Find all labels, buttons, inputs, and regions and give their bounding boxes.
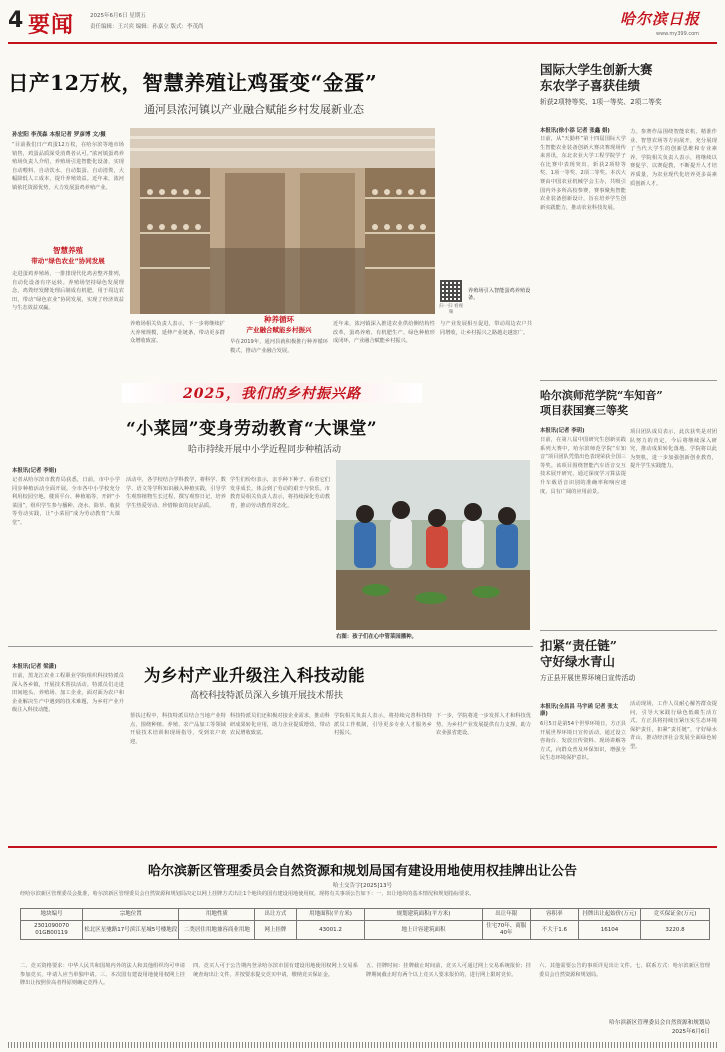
notice-th-start-price: 挂牌出让起始价(万元) bbox=[579, 909, 641, 921]
notice-th-plot-no: 地块编号 bbox=[21, 909, 83, 921]
notice-td-term: 住宅70年、商服40年 bbox=[482, 921, 530, 940]
right-story-3 bbox=[540, 638, 717, 682]
lead-byline: 孙宏阳 李茂森 本报记者 罗彦博 文/摄 bbox=[12, 132, 106, 138]
right-story-2-headline-2: 项目获国赛三等奖 bbox=[540, 404, 628, 417]
public-notice bbox=[8, 850, 717, 1046]
notice-th-land-use: 用地性质 bbox=[179, 909, 255, 921]
notice-th-floor-area: 规划建筑面积(平方米) bbox=[365, 909, 482, 921]
garden-subheadline: 哈市持续开展中小学近程同步种植活动 bbox=[188, 445, 342, 455]
garden-body-col3: 学生们纷纷表示，亲手种下种子、看着它们发芽成长，体会到了劳动的艰辛与快乐。市教育局相关负责人表示，将持续深化劳动教育，推动劳动教育常态化。 bbox=[230, 477, 330, 509]
garden-body-col1: 记者从哈尔滨市教育局获悉，日前，市中小学同步种植活动全面开展。全市各中小学校充分利用校园空地、楼顶平台、种植箱等，开辟“小菜园”，组织学生参与播种、浇水、除草、收获等劳动实践，让“小菜园”成为劳动教育“大课堂”。 bbox=[12, 477, 120, 526]
lead-body-col3: 早在2019年，通河县就积极推行种养循环模式，推动产业融合发展。 bbox=[230, 339, 328, 354]
lead-story bbox=[8, 48, 530, 378]
lead-subhead-1-detail: 带动“绿色农业”协同发展 bbox=[31, 257, 105, 265]
notice-td-location: 松北区星驰路17号滨江星城5号楼地段 bbox=[83, 921, 179, 940]
notice-footer-date: 2025年6月6日 bbox=[671, 1029, 710, 1035]
lead-body-col4: 近年来，浓河镇深入推进农业供给侧结构性改革，蛋鸡养殖、有机肥生产、绿色种植形成闭环，产业融合赋能乡村振兴。 bbox=[333, 321, 435, 345]
lead-subhead-2-detail: 产业融合赋能乡村振兴 bbox=[246, 326, 312, 334]
notice-td-land-use: 二类居住用地兼容商业用地 bbox=[179, 921, 255, 940]
lead-photo bbox=[130, 128, 435, 314]
notice-th-method: 出让方式 bbox=[255, 909, 296, 921]
garden-photo-caption: 右图：孩子们在心中管菜园播种。 bbox=[336, 634, 417, 640]
lead-body-col1b: 走进蛋鸡养殖场，一排排现代化鸡舍整齐排列，自动化设备有序运转。养殖场坚持绿色发展理念，鸡粪经发酵处理后制成有机肥，用于周边农田，带动“绿色农业”协同发展，实现了经济效益与生态效益双赢。 bbox=[12, 271, 124, 312]
masthead-rule bbox=[8, 42, 717, 44]
tech-byline: 本报讯(记者 梁潇) bbox=[12, 664, 57, 670]
lead-subheadline: 通河县浓河镇以产业融合赋能乡村发展新业态 bbox=[144, 103, 364, 116]
bottom-edge-strip bbox=[8, 1042, 717, 1048]
notice-td-area: 43001.2 bbox=[296, 921, 365, 940]
garden-headline: “小菜园”变身劳动教育“大课堂” bbox=[126, 419, 378, 439]
lead-subhead-1 bbox=[12, 245, 124, 265]
tech-body-col1: 日前，黑龙江农业工程职业学院组织科技特派员深入各乡镇，开展技术帮扶活动。特派员们走进田间地头、养殖场、加工企业，面对面为农户和企业解决生产中遇到的技术难题，为乡村产业升级注入科技动能。 bbox=[12, 673, 124, 714]
notice-td-deposit: 3220.8 bbox=[641, 921, 710, 940]
rural-revitalization-banner bbox=[122, 381, 422, 405]
right-story-3-body-a: 6月5日是第54个世界环境日，方正县开展世界环境日宣传活动，通过设立咨询台、发放宣传资料、现场讲解等方式，向群众普及环保知识，增强全民生态环境保护意识。 bbox=[540, 721, 626, 762]
right-story-1 bbox=[540, 62, 717, 106]
notice-td-plot-ratio: 不大于1.6 bbox=[530, 921, 578, 940]
notice-number: 哈土交告字[2025]13号 bbox=[332, 883, 393, 889]
notice-th-plot-ratio: 容积率 bbox=[530, 909, 578, 921]
right-story-1-body-a: 日前，从“天勤杯”第十四届国际大学生智能农业装备创新大赛决赛现场传来喜讯，东北农业大学工程学院学子在比赛中表现突出，斩获2项特等奖、1项一等奖、2项二等奖。本次大赛由中国农业机械学会主办，共吸引国内外多所高校参赛，赛事聚焦智能农业装备创新设计，旨在培养学生创新实践能力，推动农业科技发展。 bbox=[540, 136, 626, 211]
page-number: 4 bbox=[8, 8, 24, 33]
lead-subhead-2-title: 种养循环 bbox=[264, 315, 294, 324]
lead-body-col5: 与产业发展相互促进，带动周边农户共同增收，让乡村振兴之路越走越宽广。 bbox=[440, 321, 532, 336]
lead-subhead-1-title: 智慧养殖 bbox=[53, 246, 83, 255]
right-divider-1 bbox=[540, 380, 717, 381]
right-story-3-body-b: 活动现场，工作人员耐心解答群众提问，引导大家践行绿色低碳生活方式。方正县将持续压紧压实生态环境保护责任，扣紧“责任链”，守好绿水青山，推动经济社会发展全面绿色转型。 bbox=[630, 701, 717, 750]
notice-top-rule bbox=[8, 846, 717, 848]
right-story-3-headline-1: 扣紧“责任链” bbox=[540, 638, 617, 653]
qr-code[interactable] bbox=[440, 280, 462, 302]
banner-text: 2025，我们的乡村振兴路 bbox=[183, 386, 361, 402]
notice-td-method: 网上挂牌 bbox=[255, 921, 296, 940]
tech-headline: 为乡村产业升级注入科技动能 bbox=[144, 666, 365, 685]
notice-terms-col4: 六、其他需要公告的事项详见出让文件。七、联系方式：哈尔滨新区管理委员会自然资源和规划局。 bbox=[539, 963, 710, 978]
masthead bbox=[8, 8, 717, 42]
tech-body-col2: 帮扶过程中，科技特派员结合当地产业特点，围绕种植、养殖、农产品加工等领域开展技术培训和现场指导，受到农户欢迎。 bbox=[130, 713, 226, 745]
notice-td-start-price: 16104 bbox=[579, 921, 641, 940]
notice-th-area: 用地面积(平方米) bbox=[296, 909, 365, 921]
qr-caption: 扫一扫 看视频 bbox=[439, 304, 463, 315]
notice-th-location: 宗地位置 bbox=[83, 909, 179, 921]
masthead-logo: 哈尔滨日报 bbox=[620, 10, 701, 28]
notice-terms-col1: 二、竞买资格要求：中华人民共和国境内外的法人和其他组织均可申请参加竞买，申请人应当单独申请。三、本次国有建设用地使用权网上挂牌出让按照价高者得原则确定竞得人。 bbox=[20, 963, 185, 987]
lead-body-col1a: “目前我们日产鸡蛋12万枚，在哈尔滨等地市场销售，鸡蛋品质深受消费者认可。”浓河镇蛋鸡养殖场负责人介绍，养殖场引进智能化设备，实现自动喂料、自动饮水、自动集蛋、自动清粪，大幅降低人工成本，提升养殖效益。近年来，浓河镇依托资源优势，大力发展蛋鸡养殖产业。 bbox=[12, 142, 124, 191]
notice-intro: 经哈尔滨新区管理委员会批准，哈尔滨新区管理委员会自然资源和规划局决定以网上挂牌方式出让1个地块的国有建设用地使用权。现将有关事项公告如下：一、出让地块的基本情况和规划指标要求。 bbox=[20, 891, 475, 897]
right-divider-2 bbox=[540, 630, 717, 631]
notice-terms-col3: 五、挂牌时间：挂牌截止时间前，竞买人可通过网上交易系统报价；挂牌期间截止时有两个以上竞买人要求报价的，进行网上限时竞价。 bbox=[366, 963, 531, 978]
right-story-2-byline: 本报讯(记者 李玥) bbox=[540, 428, 585, 434]
tech-body-col3: 科技特派员们还积极对接企业需求，推动科研成果转化应用，助力企业提质增效，带动农民增收致富。 bbox=[230, 713, 330, 737]
garden-byline: 本报讯(记者 李娟) bbox=[12, 468, 57, 474]
right-story-1-body-b: 力。参赛作品围绕智能农机、精准作业、智慧农场等方向展开，充分展现了当代大学生的创新思维和专业素养。学院相关负责人表示，将继续以赛促学、以赛促教，不断提升人才培养质量，为农业现代化培养更多高素质创新人才。 bbox=[630, 129, 717, 187]
right-story-1-headline-1: 国际大学生创新大赛 bbox=[540, 62, 653, 77]
lead-body-col2: 养殖场相关负责人表示，下一步将继续扩大养殖规模，延伸产业链条，带动更多群众增收致富。 bbox=[130, 321, 225, 345]
chicken-farm-photo bbox=[130, 128, 435, 314]
notice-td-floor-area: 地上计容建筑面积 bbox=[365, 921, 482, 940]
issue-line: 2025年6月6日 星期五 bbox=[90, 13, 146, 19]
editors-line: 责任编辑：王兴宾 编辑：孙嘉立 版式：李茂尚 bbox=[90, 24, 204, 30]
tech-body-col5: 下一步，学院将进一步发挥人才和科技优势，为乡村产业发展提供有力支撑，助力农业强省建设。 bbox=[436, 713, 531, 737]
lead-photo-caption: 养殖场引入智能蛋鸡养殖设备。 bbox=[468, 288, 531, 301]
right-story-3-byline: 本报讯(全昌昌 马宇函 记者 张太康) bbox=[540, 704, 619, 717]
notice-table bbox=[20, 908, 710, 940]
notice-th-deposit: 竞买保证金(万元) bbox=[641, 909, 710, 921]
right-story-1-subheadline: 斩获2项特等奖、1项一等奖、2项二等奖 bbox=[540, 98, 662, 106]
lead-headline: 日产12万枚，智慧养殖让鸡蛋变“金蛋” bbox=[8, 71, 378, 95]
children-planting-photo bbox=[336, 460, 530, 630]
right-story-2-body-b: 项目团队成员表示，此次获奖是对团队努力的肯定，今后将继续深入研究，推动成果转化落地。学院将以此为契机，进一步加强创新创业教育，提升学生实践能力。 bbox=[630, 429, 717, 470]
notice-table-wrap bbox=[20, 908, 710, 940]
table-row bbox=[21, 921, 710, 940]
tech-body-col4: 学院相关负责人表示，将持续完善科技特派员工作机制，引导更多专业人才服务乡村振兴。 bbox=[334, 713, 432, 737]
tech-story bbox=[8, 650, 533, 840]
section-title: 要闻 bbox=[28, 12, 75, 38]
right-story-3-subheadline: 方正县开展世界环境日宣传活动 bbox=[540, 674, 636, 682]
right-story-2-headline-1: 哈尔滨师范学院“车知音” bbox=[540, 389, 663, 402]
right-story-1-headline-2: 东农学子喜获佳绩 bbox=[540, 78, 641, 93]
right-story-2-body-a: 日前，在第八届中国研究生创新实践系列大赛中，哈尔滨师范学院“车知音”项目团队凭借出色表现荣获全国三等奖。该项目围绕智能汽车语音交互技术展开研究，通过深度学习算法提升车载语音识别的准确率和响应速度，具有广阔的应用前景。 bbox=[540, 437, 626, 495]
right-column bbox=[540, 48, 717, 698]
right-story-1-byline: 本报讯(徐小添 记者 张鑫 娟) bbox=[540, 128, 610, 134]
notice-footer-issuer: 哈尔滨新区管理委员会自然资源和规划局 bbox=[609, 1020, 710, 1026]
notice-title: 哈尔滨新区管理委员会自然资源和规划局国有建设用地使用权挂牌出让公告 bbox=[147, 864, 577, 879]
website-url: www.my399.com bbox=[656, 31, 700, 37]
notice-terms-col2: 四、竞买人可于公告期内登录哈尔滨市国有建设用地使用权网上交易系统查询出让文件，并按要求提交竞买申请，缴纳竞买保证金。 bbox=[193, 963, 358, 978]
right-story-2 bbox=[540, 388, 717, 418]
notice-td-plot-no: 2301090070 01GB00119 bbox=[21, 921, 83, 940]
notice-table-header-row bbox=[21, 909, 710, 921]
garden-body-col2: 活动中，各学校结合学科教学，将科学、数学、语文等学科知识融入种植实践，引导学生观察植物生长过程，撰写观察日记，培养学生热爱劳动、珍惜粮食的良好品质。 bbox=[126, 477, 226, 509]
right-story-3-headline-2: 守好绿水青山 bbox=[540, 654, 616, 669]
notice-th-term: 出让年限 bbox=[482, 909, 530, 921]
section-divider-1 bbox=[8, 646, 533, 647]
garden-story bbox=[8, 410, 533, 642]
lead-subhead-2 bbox=[230, 314, 328, 334]
tech-subheadline: 高校科技特派员深入乡镇开展技术帮扶 bbox=[190, 691, 344, 701]
garden-photo bbox=[336, 460, 530, 630]
